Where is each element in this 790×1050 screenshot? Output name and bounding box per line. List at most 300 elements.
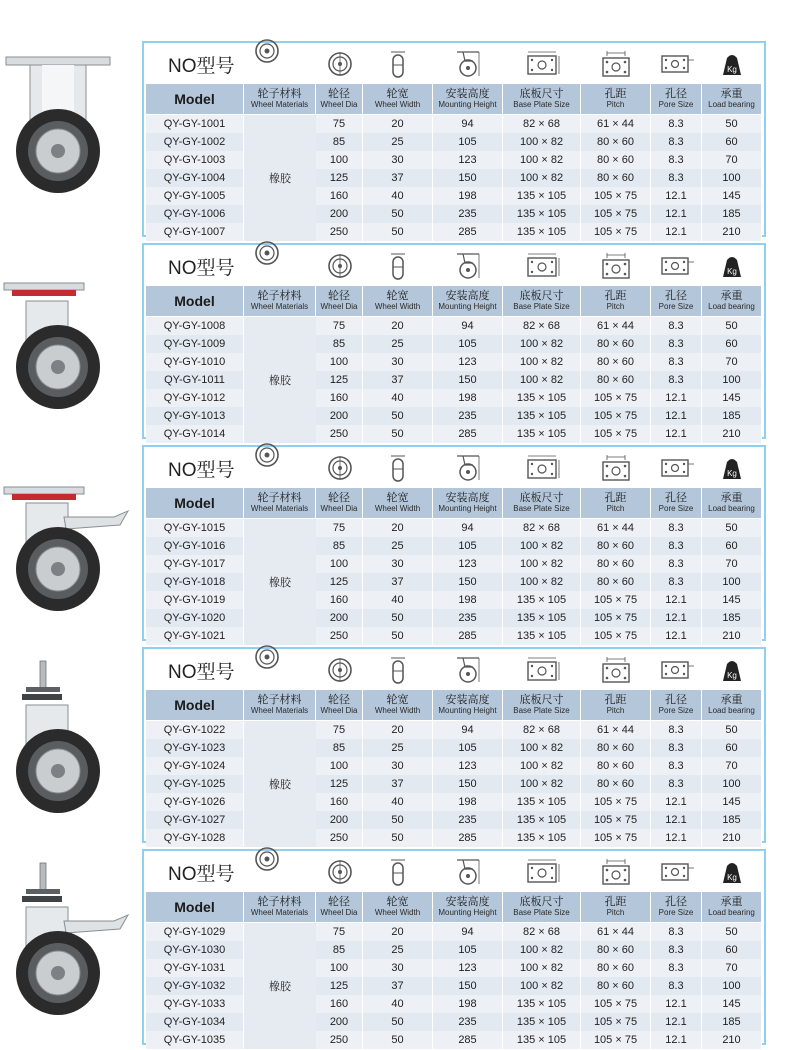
pore-size-icon	[651, 651, 702, 689]
column-header-model	[146, 488, 244, 518]
spec-table	[142, 41, 766, 237]
column-header-cn: 承重	[720, 492, 743, 504]
cell-pore: 8.3	[651, 555, 702, 573]
cell-model: QY-GY-1007	[146, 223, 244, 241]
cell-base: 135 × 105	[503, 187, 581, 205]
column-header-en: Wheel Dia	[320, 504, 358, 513]
cell-model: QY-GY-1010	[146, 353, 244, 371]
fixed-caster-icon	[2, 51, 130, 221]
cell-load: 185	[702, 1013, 762, 1031]
cell-width: 40	[363, 995, 433, 1013]
column-header-material	[244, 84, 316, 114]
column-header-cn: 轮宽	[386, 896, 409, 908]
table-row	[146, 757, 762, 775]
cell-model: QY-GY-1003	[146, 151, 244, 169]
cell-height: 285	[433, 223, 503, 241]
base-plate-icon	[503, 449, 581, 487]
no-model-title: NO型号	[146, 853, 316, 891]
cell-base: 135 × 105	[503, 591, 581, 609]
cell-pitch: 105 × 75	[581, 627, 651, 645]
product-section	[0, 647, 790, 845]
cell-base: 135 × 105	[503, 811, 581, 829]
weight-label: Kg	[727, 671, 737, 680]
column-header-en: Base Plate Size	[513, 908, 570, 917]
cell-dia: 200	[316, 811, 363, 829]
table-body	[146, 115, 762, 241]
cell-height: 94	[433, 519, 503, 537]
cell-height: 285	[433, 1031, 503, 1049]
cell-pitch: 61 × 44	[581, 115, 651, 133]
wheel-width-icon	[363, 651, 433, 689]
cell-model: QY-GY-1028	[146, 829, 244, 847]
cell-width: 30	[363, 353, 433, 371]
cell-model: QY-GY-1018	[146, 573, 244, 591]
cell-height: 150	[433, 371, 503, 389]
cell-dia: 100	[316, 757, 363, 775]
column-header-cn: 孔径	[665, 88, 687, 100]
cell-height: 198	[433, 389, 503, 407]
cell-pore: 8.3	[651, 371, 702, 389]
cell-pore: 12.1	[651, 627, 702, 645]
weight-icon	[702, 651, 762, 689]
cell-pitch: 105 × 75	[581, 609, 651, 627]
cell-width: 50	[363, 407, 433, 425]
cell-pitch: 80 × 60	[581, 151, 651, 169]
cell-dia: 100	[316, 353, 363, 371]
table-row	[146, 573, 762, 591]
column-header-base	[503, 84, 581, 114]
cell-pitch: 80 × 60	[581, 353, 651, 371]
table-body	[146, 721, 762, 847]
cell-width: 50	[363, 811, 433, 829]
column-header-cn: 轮径	[328, 88, 350, 100]
cell-pore: 8.3	[651, 573, 702, 591]
cell-dia: 160	[316, 187, 363, 205]
spec-table	[142, 849, 766, 1045]
cell-dia: 75	[316, 317, 363, 335]
cell-pitch: 105 × 75	[581, 1013, 651, 1031]
column-header-cn: 安装高度	[445, 492, 490, 504]
pore-size-icon	[651, 853, 702, 891]
column-header-model-label: Model	[174, 899, 215, 915]
cell-load: 145	[702, 591, 762, 609]
cell-pore: 8.3	[651, 959, 702, 977]
cell-dia: 160	[316, 389, 363, 407]
table-row	[146, 353, 762, 371]
cell-pore: 12.1	[651, 811, 702, 829]
column-header-cn: 轮径	[328, 896, 350, 908]
cell-height: 105	[433, 133, 503, 151]
cell-pitch: 105 × 75	[581, 591, 651, 609]
column-header-cn: 安装高度	[445, 694, 490, 706]
column-header-en: Pitch	[606, 908, 625, 917]
no-model-title: NO型号	[146, 45, 316, 83]
cell-pore: 8.3	[651, 721, 702, 739]
column-header-en: Wheel Dia	[320, 908, 358, 917]
cell-model: QY-GY-1013	[146, 407, 244, 425]
column-header-dia	[316, 690, 363, 720]
cell-height: 198	[433, 793, 503, 811]
column-header-load	[702, 84, 762, 114]
cell-model: QY-GY-1008	[146, 317, 244, 335]
table-row	[146, 537, 762, 555]
column-header-cn: 承重	[720, 896, 743, 908]
cell-pore: 8.3	[651, 519, 702, 537]
cell-dia: 85	[316, 537, 363, 555]
cell-width: 50	[363, 609, 433, 627]
cell-dia: 75	[316, 519, 363, 537]
column-header-model	[146, 286, 244, 316]
column-header-base	[503, 690, 581, 720]
cell-model: QY-GY-1031	[146, 959, 244, 977]
cell-dia: 85	[316, 133, 363, 151]
column-header-en: Wheel Width	[374, 504, 421, 513]
cell-height: 123	[433, 555, 503, 573]
cell-height: 94	[433, 923, 503, 941]
cell-pitch: 80 × 60	[581, 775, 651, 793]
wheel-dia-icon	[316, 247, 363, 285]
no-model-title: NO型号	[146, 651, 316, 689]
cell-base: 100 × 82	[503, 977, 581, 995]
pitch-icon	[581, 449, 651, 487]
cell-height: 94	[433, 721, 503, 739]
icon-row	[146, 247, 762, 285]
cell-model: QY-GY-1020	[146, 609, 244, 627]
column-header-pore	[651, 892, 702, 922]
cell-height: 235	[433, 811, 503, 829]
table-row	[146, 425, 762, 443]
cell-model: QY-GY-1034	[146, 1013, 244, 1031]
column-header-material	[244, 892, 316, 922]
cell-pore: 12.1	[651, 591, 702, 609]
table-row	[146, 389, 762, 407]
column-header-load	[702, 690, 762, 720]
column-header-en: Wheel Dia	[320, 706, 358, 715]
cell-pitch: 80 × 60	[581, 335, 651, 353]
column-header-load	[702, 892, 762, 922]
cell-model: QY-GY-1002	[146, 133, 244, 151]
column-header-cn: 孔径	[665, 290, 687, 302]
column-header-en: Mounting Height	[438, 302, 497, 311]
table-row	[146, 941, 762, 959]
table-row	[146, 995, 762, 1013]
column-header-en: Mounting Height	[438, 908, 497, 917]
table-row	[146, 317, 762, 335]
cell-load: 70	[702, 151, 762, 169]
column-header-cn: 承重	[720, 88, 743, 100]
cell-load: 50	[702, 519, 762, 537]
cell-base: 100 × 82	[503, 959, 581, 977]
mounting-height-icon	[433, 853, 503, 891]
column-header-cn: 孔距	[604, 694, 627, 706]
base-plate-icon	[503, 651, 581, 689]
product-section	[0, 445, 790, 643]
column-header-en: Wheel Materials	[250, 908, 309, 917]
cell-pitch: 105 × 75	[581, 1031, 651, 1049]
cell-pore: 8.3	[651, 169, 702, 187]
column-header-en: Pore Size	[658, 100, 694, 109]
cell-dia: 100	[316, 151, 363, 169]
no-model-title: NO型号	[146, 247, 316, 285]
column-header-en: Wheel Dia	[320, 100, 358, 109]
mounting-height-icon	[433, 45, 503, 83]
cell-pore: 12.1	[651, 609, 702, 627]
cell-load: 185	[702, 407, 762, 425]
table-row	[146, 739, 762, 757]
cell-width: 20	[363, 115, 433, 133]
cell-dia: 85	[316, 941, 363, 959]
column-header-width	[363, 488, 433, 518]
weight-label: Kg	[727, 873, 737, 882]
cell-pitch: 80 × 60	[581, 757, 651, 775]
column-header-cn: 轮宽	[386, 492, 409, 504]
column-header-cn: 安装高度	[445, 896, 490, 908]
cell-width: 37	[363, 573, 433, 591]
cell-width: 25	[363, 133, 433, 151]
column-header-cn: 孔径	[665, 492, 687, 504]
table-row	[146, 775, 762, 793]
table-row	[146, 371, 762, 389]
cell-base: 135 × 105	[503, 995, 581, 1013]
cell-load: 100	[702, 573, 762, 591]
cell-width: 20	[363, 317, 433, 335]
column-header-cn: 安装高度	[445, 88, 490, 100]
cell-base: 100 × 82	[503, 775, 581, 793]
cell-model: QY-GY-1006	[146, 205, 244, 223]
cell-width: 40	[363, 389, 433, 407]
column-header-en: Base Plate Size	[513, 100, 570, 109]
cell-dia: 200	[316, 1013, 363, 1031]
pitch-icon	[581, 45, 651, 83]
cell-pore: 12.1	[651, 205, 702, 223]
cell-model: QY-GY-1019	[146, 591, 244, 609]
cell-pitch: 80 × 60	[581, 169, 651, 187]
column-header-cn: 底板尺寸	[519, 694, 564, 706]
material-cell: 橡胶	[244, 317, 316, 443]
cell-base: 135 × 105	[503, 793, 581, 811]
cell-pore: 12.1	[651, 1031, 702, 1049]
table-body	[146, 923, 762, 1049]
cell-load: 70	[702, 757, 762, 775]
table-row	[146, 811, 762, 829]
cell-width: 30	[363, 757, 433, 775]
cell-pitch: 61 × 44	[581, 923, 651, 941]
cell-base: 100 × 82	[503, 537, 581, 555]
column-header-cn: 孔距	[604, 896, 627, 908]
cell-pitch: 105 × 75	[581, 407, 651, 425]
cell-height: 235	[433, 1013, 503, 1031]
cell-height: 123	[433, 151, 503, 169]
cell-width: 50	[363, 425, 433, 443]
weight-icon	[702, 449, 762, 487]
cell-load: 210	[702, 1031, 762, 1049]
cell-pore: 12.1	[651, 995, 702, 1013]
cell-load: 210	[702, 223, 762, 241]
weight-label: Kg	[727, 65, 737, 74]
column-header-cn: 轮子材料	[257, 290, 302, 302]
column-header-en: Pitch	[606, 302, 625, 311]
cell-load: 60	[702, 133, 762, 151]
cell-pitch: 105 × 75	[581, 223, 651, 241]
column-header-en: Load bearing	[708, 908, 755, 917]
cell-height: 285	[433, 829, 503, 847]
column-header-material	[244, 286, 316, 316]
cell-pore: 8.3	[651, 775, 702, 793]
column-header-en: Pore Size	[658, 706, 694, 715]
cell-load: 70	[702, 555, 762, 573]
column-header-cn: 孔径	[665, 896, 687, 908]
column-header-width	[363, 892, 433, 922]
cell-height: 285	[433, 627, 503, 645]
cell-height: 150	[433, 775, 503, 793]
table-row	[146, 407, 762, 425]
column-header-width	[363, 690, 433, 720]
column-header-pore	[651, 488, 702, 518]
column-header-dia	[316, 84, 363, 114]
cell-width: 25	[363, 941, 433, 959]
cell-pitch: 80 × 60	[581, 537, 651, 555]
cell-dia: 250	[316, 829, 363, 847]
cell-base: 135 × 105	[503, 205, 581, 223]
table-row	[146, 829, 762, 847]
cell-load: 60	[702, 941, 762, 959]
column-header-en: Load bearing	[708, 100, 755, 109]
column-header-en: Wheel Materials	[250, 706, 309, 715]
column-header-width	[363, 286, 433, 316]
icon-row	[146, 651, 762, 689]
column-header-pitch	[581, 690, 651, 720]
cell-dia: 125	[316, 775, 363, 793]
weight-label: Kg	[727, 267, 737, 276]
cell-model: QY-GY-1026	[146, 793, 244, 811]
icon-row	[146, 449, 762, 487]
cell-width: 37	[363, 977, 433, 995]
header-row	[146, 84, 762, 114]
cell-dia: 85	[316, 739, 363, 757]
base-plate-icon	[503, 45, 581, 83]
table-row	[146, 1031, 762, 1049]
column-header-en: Pore Size	[658, 908, 694, 917]
cell-model: QY-GY-1032	[146, 977, 244, 995]
cell-model: QY-GY-1024	[146, 757, 244, 775]
table-row	[146, 335, 762, 353]
material-cell: 橡胶	[244, 923, 316, 1049]
cell-pore: 8.3	[651, 537, 702, 555]
cell-height: 198	[433, 591, 503, 609]
cell-load: 100	[702, 169, 762, 187]
cell-pore: 8.3	[651, 353, 702, 371]
column-header-en: Load bearing	[708, 706, 755, 715]
column-header-material	[244, 488, 316, 518]
wheel-width-icon	[363, 247, 433, 285]
column-header-en: Base Plate Size	[513, 504, 570, 513]
cell-pore: 8.3	[651, 335, 702, 353]
icon-row	[146, 853, 762, 891]
column-header-en: Pitch	[606, 706, 625, 715]
cell-height: 235	[433, 205, 503, 223]
cell-width: 30	[363, 959, 433, 977]
cell-height: 198	[433, 995, 503, 1013]
cell-width: 50	[363, 1031, 433, 1049]
pitch-icon	[581, 853, 651, 891]
cell-base: 82 × 68	[503, 519, 581, 537]
cell-load: 185	[702, 205, 762, 223]
cell-load: 70	[702, 353, 762, 371]
column-header-en: Wheel Width	[374, 100, 421, 109]
pore-size-icon	[651, 247, 702, 285]
column-header-cn: 孔距	[604, 492, 627, 504]
column-header-en: Pore Size	[658, 504, 694, 513]
product-section	[0, 41, 790, 239]
cell-base: 100 × 82	[503, 371, 581, 389]
cell-dia: 75	[316, 115, 363, 133]
cell-height: 105	[433, 537, 503, 555]
cell-width: 50	[363, 1013, 433, 1031]
column-header-pore	[651, 690, 702, 720]
cell-pitch: 80 × 60	[581, 739, 651, 757]
cell-base: 100 × 82	[503, 757, 581, 775]
column-header-model	[146, 84, 244, 114]
pitch-icon	[581, 651, 651, 689]
table-row	[146, 977, 762, 995]
cell-model: QY-GY-1011	[146, 371, 244, 389]
cell-pitch: 105 × 75	[581, 187, 651, 205]
column-header-model	[146, 892, 244, 922]
table-row	[146, 115, 762, 133]
column-header-load	[702, 286, 762, 316]
table-row	[146, 169, 762, 187]
cell-width: 40	[363, 187, 433, 205]
cell-width: 50	[363, 205, 433, 223]
cell-model: QY-GY-1025	[146, 775, 244, 793]
cell-pore: 8.3	[651, 941, 702, 959]
cell-pore: 8.3	[651, 133, 702, 151]
cell-dia: 75	[316, 721, 363, 739]
column-header-pitch	[581, 488, 651, 518]
cell-model: QY-GY-1030	[146, 941, 244, 959]
cell-width: 30	[363, 555, 433, 573]
weight-label: Kg	[727, 469, 737, 478]
column-header-cn: 轮宽	[386, 290, 409, 302]
header-row	[146, 892, 762, 922]
column-header-cn: 底板尺寸	[519, 492, 564, 504]
cell-model: QY-GY-1033	[146, 995, 244, 1013]
cell-pore: 12.1	[651, 793, 702, 811]
cell-width: 37	[363, 371, 433, 389]
cell-width: 40	[363, 591, 433, 609]
cell-height: 235	[433, 609, 503, 627]
column-header-cn: 安装高度	[445, 290, 490, 302]
cell-model: QY-GY-1004	[146, 169, 244, 187]
column-header-width	[363, 84, 433, 114]
cell-pitch: 105 × 75	[581, 389, 651, 407]
column-header-cn: 轮子材料	[257, 492, 302, 504]
cell-base: 135 × 105	[503, 1031, 581, 1049]
cell-dia: 125	[316, 977, 363, 995]
cell-load: 60	[702, 537, 762, 555]
wheel-width-icon	[363, 45, 433, 83]
table-row	[146, 1013, 762, 1031]
column-header-cn: 底板尺寸	[519, 290, 564, 302]
column-header-cn: 轮径	[328, 694, 350, 706]
cell-model: QY-GY-1023	[146, 739, 244, 757]
column-header-en: Mounting Height	[438, 504, 497, 513]
cell-model: QY-GY-1015	[146, 519, 244, 537]
mounting-height-icon	[433, 247, 503, 285]
cell-pitch: 105 × 75	[581, 205, 651, 223]
column-header-cn: 承重	[720, 290, 743, 302]
cell-base: 100 × 82	[503, 941, 581, 959]
